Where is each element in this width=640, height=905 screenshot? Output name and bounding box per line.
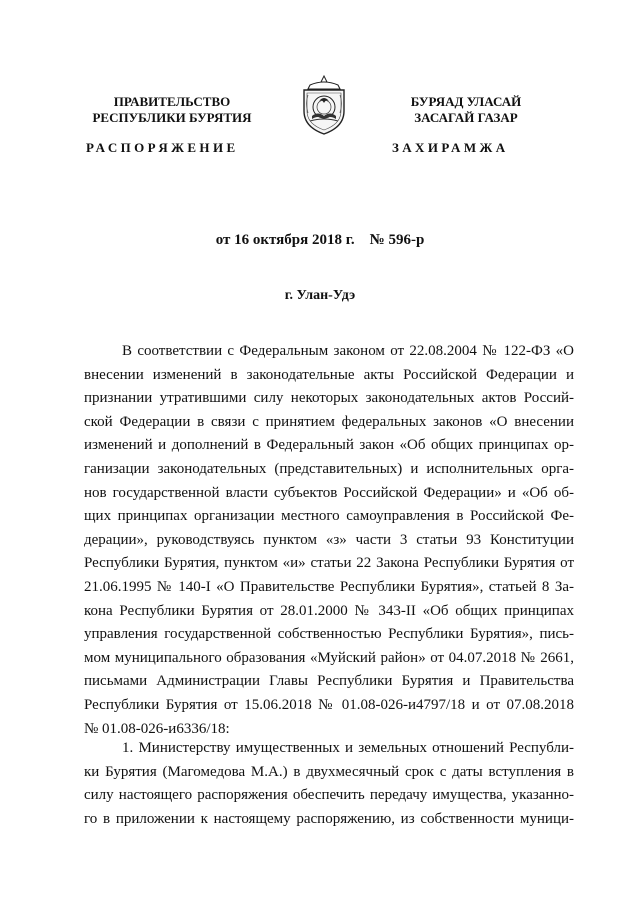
issuer-line-1-buryat: БУРЯАД УЛАСАЙ: [410, 94, 522, 109]
republic-coat-of-arms-icon: [296, 73, 352, 137]
text-line: письмами Администрации Главы Республики Бурятия и Правительства: [84, 673, 574, 690]
document-city: г. Улан-Удэ: [284, 288, 356, 303]
text-line: ки Бурятия (Магомедова М.А.) в двухмесячный срок с даты вступления в: [84, 763, 574, 780]
text-line: кона Республики Бурятия от 28.01.2000 № 343-II «Об общих принципах: [84, 602, 574, 619]
issuer-name-russian: [62, 94, 282, 126]
issuer-line-1: ПРАВИТЕЛЬСТВО: [113, 94, 231, 109]
issuer-line-2: РЕСПУБЛИКИ БУРЯТИЯ: [92, 110, 252, 125]
text-line: 21.06.1995 № 140-I «О Правительстве Республики Бурятия», статьей 8 За-: [84, 578, 574, 595]
clause-1-paragraph: [84, 737, 574, 831]
text-line: нов государственной власти субъектов Российской Федерации» и «Об об-: [84, 484, 574, 501]
text-line: дерации», руководствуясь пунктом «з» части 3 статьи 93 Конституции: [84, 531, 574, 548]
text-line: внесении изменений в законодательные акты Российской Федерации и: [84, 366, 574, 383]
document-type-russian: РАСПОРЯЖЕНИЕ: [86, 140, 239, 155]
text-line: управления государственной собственностью Республики Бурятия», пись-: [84, 626, 574, 643]
text-line: щих принципах организации местного самоуправления в Российской Фе-: [84, 508, 574, 525]
text-line: изменений и дополнений в Федеральный закон «Об общих принципах ор-: [84, 437, 574, 454]
document-type-buryat: ЗАХИРАМЖА: [392, 140, 509, 155]
text-line: мом муниципального образования «Муйский район» от 04.07.2018 № 2661,: [84, 649, 574, 666]
text-line: силу настоящего распоряжения обеспечить передачу имущества, указанно-: [84, 787, 574, 804]
issuer-line-2-buryat: ЗАСАГАЙ ГАЗАР: [414, 110, 518, 125]
preamble-paragraph: [84, 340, 574, 741]
text-line: В соответствии с Федеральным законом от 22.08.2004 № 122-ФЗ «О: [122, 343, 574, 359]
text-line: Республики Бурятия от 15.06.2018 № 01.08-026-и4797/18 и от 07.08.2018: [84, 696, 574, 713]
document-date-number: от 16 октября 2018 г. № 596-р: [215, 232, 425, 248]
text-line: ганизации законодательных (представительных) и исполнительных орга-: [84, 460, 574, 477]
text-line: Республики Бурятия, пунктом «и» статьи 22 Закона Республики Бурятия от: [84, 555, 574, 572]
text-line: ской Федерации в связи с принятием федеральных законов «О внесении: [84, 413, 574, 430]
issuer-name-buryat: [376, 94, 556, 126]
text-line: 1. Министерству имущественных и земельных отношений Республи-: [122, 740, 574, 756]
text-line: го в приложении к настоящему распоряжению, из собственности муници-: [84, 810, 574, 827]
text-line: признании утратившими силу некоторых законодательных актов Россий-: [84, 390, 574, 407]
text-line: № 01.08-026-и6336/18:: [84, 720, 230, 737]
